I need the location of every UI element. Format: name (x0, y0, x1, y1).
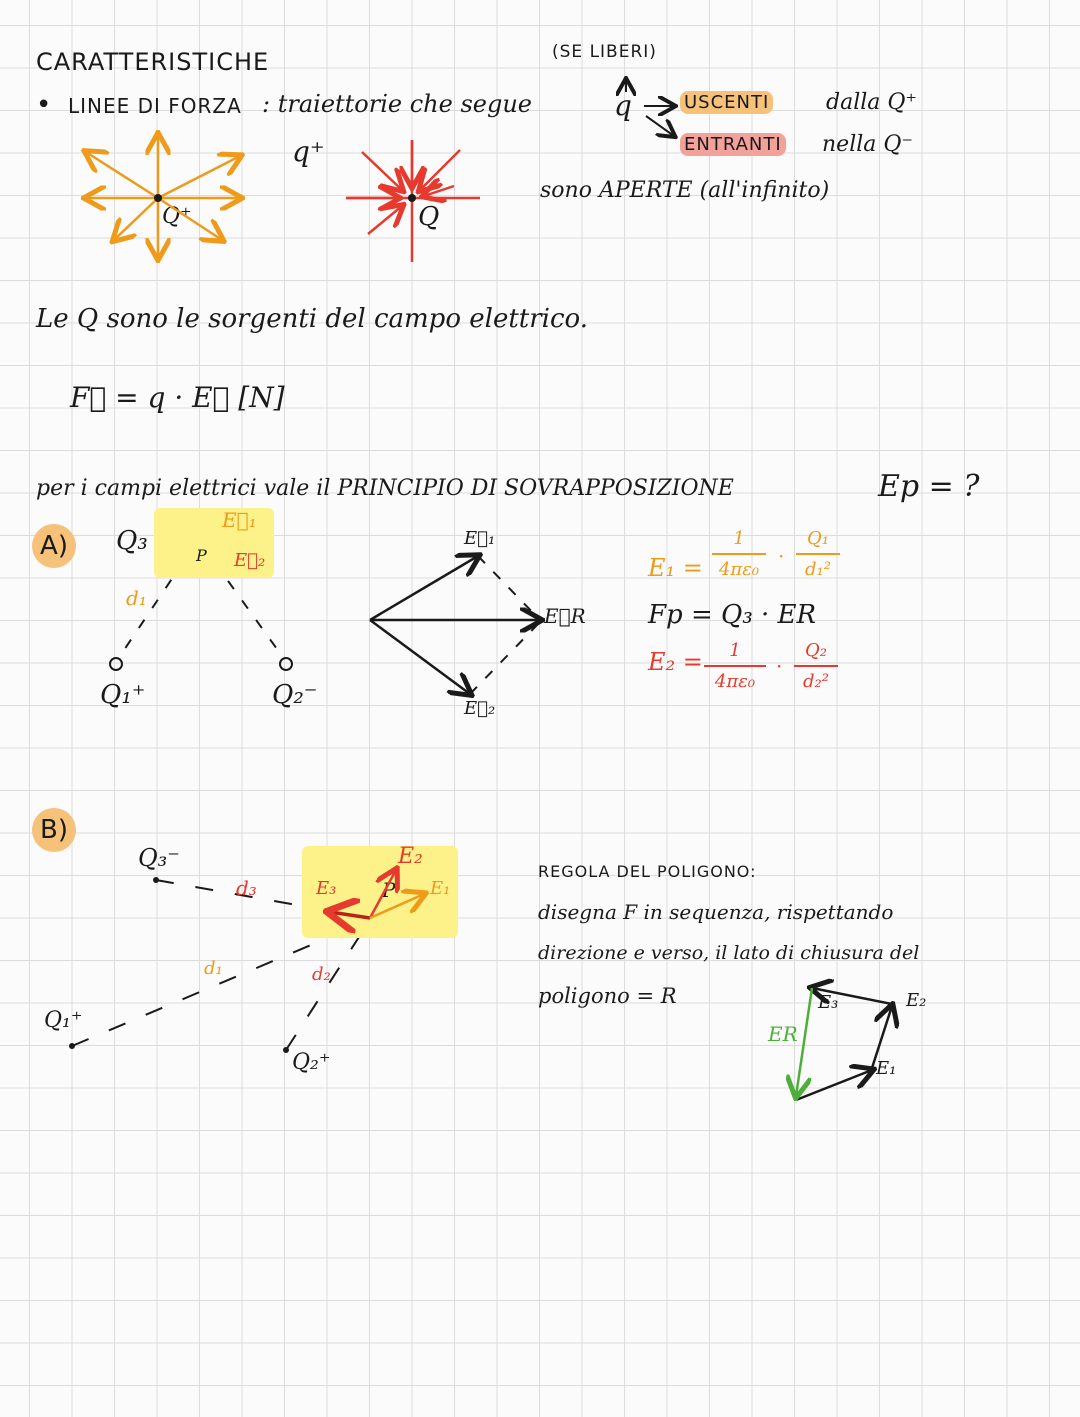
eq2-left: E₂ = (648, 648, 703, 676)
caseA-Q1: Q₁⁺ (100, 680, 146, 710)
caseB-Q2: Q₂⁺ (292, 1050, 331, 1075)
caseB-d3: d₃ (236, 876, 257, 900)
caseB-P: P (382, 878, 396, 902)
section-heading: CARATTERISTICHE (36, 48, 270, 76)
Q-minus-label: Q (418, 202, 440, 232)
dalla-q-plus: dalla Q⁺ (826, 90, 918, 115)
caseA-Q2: Q₂⁻ (272, 680, 318, 710)
eq-fp: Fp = Q₃ · ER (648, 600, 817, 630)
linee-description: : traiettorie che segue (262, 90, 533, 118)
rule-line-1: disegna F in sequenza, rispettando (538, 900, 894, 924)
linee-di-forza-label: LINEE DI FORZA (68, 94, 242, 118)
force-formula: F⃗ = q · E⃗ [N] (70, 381, 285, 414)
poly-E2: E₂ (906, 990, 927, 1011)
ep-question: Ep = ? (878, 469, 980, 504)
aperte-note: sono APERTE (all'infinito) (540, 178, 830, 203)
vector-E2-label: E⃗₂ (464, 698, 496, 719)
eq2-frac1: 1 4πε₀ (704, 640, 766, 692)
poly-ER: ER (768, 1022, 798, 1046)
caseA-Q3: Q₃ (116, 526, 148, 556)
caseA-P: P (196, 546, 207, 565)
eq1-frac2: Q₁ d₁² (796, 528, 840, 580)
Q-plus-label: Q⁺ (162, 204, 192, 229)
caseB-d2: d₂ (312, 964, 331, 985)
caseB-E1: E₁ (430, 878, 451, 899)
poly-E1: E₁ (876, 1058, 897, 1079)
eq1-left: E₁ = (648, 554, 703, 582)
vector-ER-label: E⃗R (544, 604, 586, 628)
se-liberi-note: (SE LIBERI) (552, 42, 657, 62)
caseB-Q3: Q₃⁻ (138, 844, 180, 872)
caseB-d1: d₁ (204, 958, 223, 979)
uscenti-label: USCENTI (680, 94, 773, 112)
entranti-label: ENTRANTI (680, 136, 786, 154)
rule-title: REGOLA DEL POLIGONO: (538, 862, 757, 881)
caseA-E2-label: E⃗₂ (234, 550, 266, 571)
rule-line-3: poligono = R (538, 984, 677, 1008)
sorgenti-sentence: Le Q sono le sorgenti del campo elettrico. (36, 304, 588, 334)
q-plus-label: q⁺ (292, 135, 325, 168)
vector-E1-label: E⃗₁ (464, 528, 496, 549)
poly-E3: E₃ (818, 992, 839, 1013)
eq1-dot: · (778, 544, 785, 568)
sovrapposizione-text: per i campi elettrici vale il PRINCIPIO DI SOVRAPPOSIZIONE (36, 476, 734, 501)
caseA-d1: d₁ (126, 586, 147, 610)
nella-q-minus: nella Q⁻ (822, 132, 914, 157)
caseB-E2: E₂ (398, 844, 423, 869)
q-charge: q (614, 89, 632, 122)
caseA-E1-label: E⃗₁ (222, 508, 257, 532)
eq2-dot: · (776, 654, 783, 678)
caseB-Q1: Q₁⁺ (44, 1008, 83, 1033)
bullet: • (36, 90, 52, 120)
rule-line-2: direzione e verso, il lato di chiusura del (538, 942, 920, 964)
caseA-label: A) (32, 524, 76, 568)
caseB-label: B) (32, 808, 76, 852)
eq2-frac2: Q₂ d₂² (794, 640, 838, 692)
eq1-frac1: 1 4πε₀ (712, 528, 766, 580)
caseB-E3: E₃ (316, 878, 337, 899)
